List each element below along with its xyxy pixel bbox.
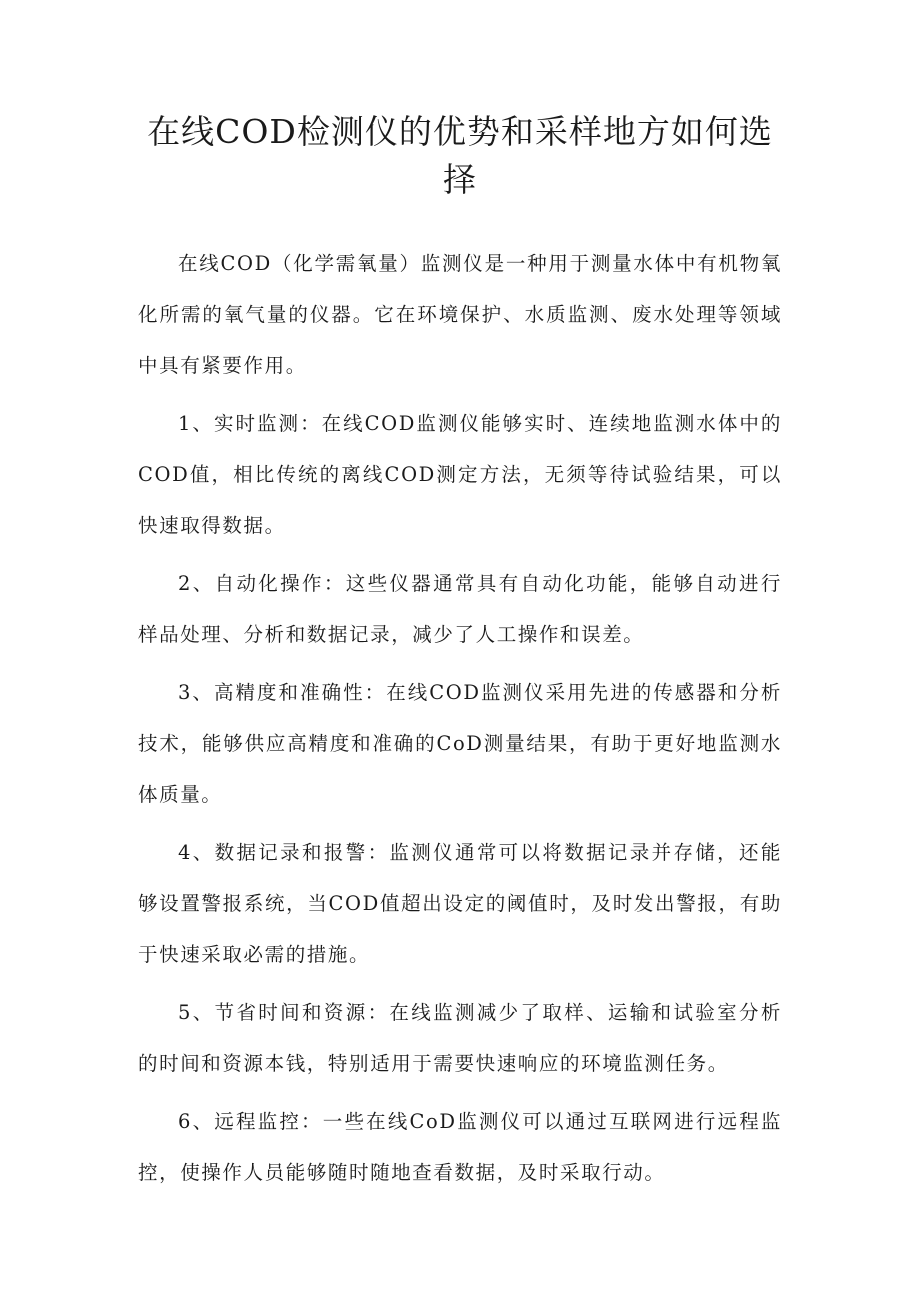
paragraph-intro: 在线COD（化学需氧量）监测仪是一种用于测量水体中有机物氧化所需的氧气量的仪器。它在环境保护、水质监测、废水处理等领域中具有紧要作用。 <box>138 252 782 377</box>
paragraph-remote-monitoring: 6、远程监控：一些在线CoD监测仪可以通过互联网进行远程监控，使操作人员能够随时随地查看数据，及时采取行动。 <box>138 1110 782 1184</box>
paragraph-data-recording: 4、数据记录和报警：监测仪通常可以将数据记录并存储，还能够设置警报系统，当COD值超出设定的阈值时，及时发出警报，有助于快速采取必需的措施。 <box>138 841 782 966</box>
paragraph-realtime-monitoring: 1、实时监测：在线COD监测仪能够实时、连续地监测水体中的COD值，相比传统的离线COD测定方法，无须等待试验结果，可以快速取得数据。 <box>138 412 782 537</box>
paragraph-automation: 2、自动化操作：这些仪器通常具有自动化功能，能够自动进行样品处理、分析和数据记录，减少了人工操作和误差。 <box>138 572 782 646</box>
document-title: 在线COD检测仪的优势和采样地方如何选择 <box>147 112 773 199</box>
paragraph-save-resources: 5、节省时间和资源：在线监测减少了取样、运输和试验室分析的时间和资源本钱，特别适用于需要快速响应的环境监测任务。 <box>138 1001 782 1075</box>
paragraph-precision: 3、高精度和准确性：在线COD监测仪采用先进的传感器和分析技术，能够供应高精度和准确的CoD测量结果，有助于更好地监测水体质量。 <box>138 681 782 806</box>
